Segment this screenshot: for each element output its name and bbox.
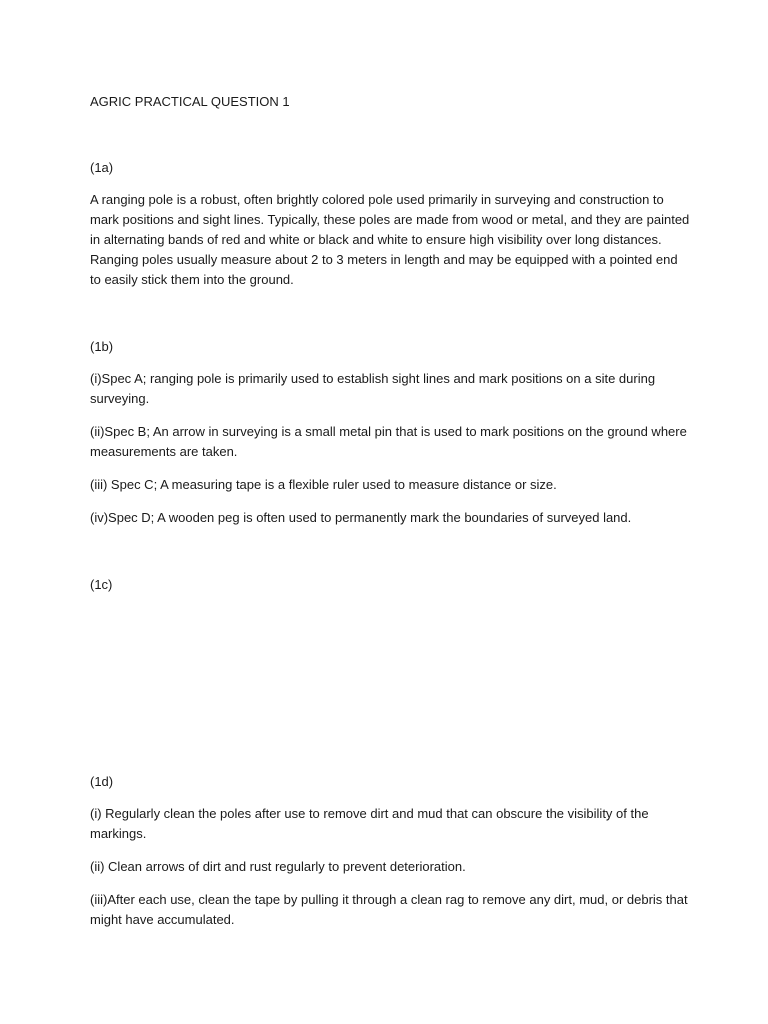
section-1b-item-iii: (iii) Spec C; A measuring tape is a flexible ruler used to measure distance or size. xyxy=(90,477,557,492)
section-1b-item-ii: (ii)Spec B; An arrow in surveying is a small metal pin that is used to mark positions on the ground where measurements are taken. xyxy=(90,424,687,459)
section-1c-heading: (1c) xyxy=(90,577,113,592)
section-1d-heading: (1d) xyxy=(90,774,114,789)
section-1d-item-i: (i) Regularly clean the poles after use to remove dirt and mud that can obscure the visibility of the markings. xyxy=(90,806,649,841)
section-1d-item-ii: (ii) Clean arrows of dirt and rust regularly to prevent deterioration. xyxy=(90,859,466,874)
section-1a-paragraph: A ranging pole is a robust, often brightly colored pole used primarily in surveying and construction to mark positions and sight lines. Typically, these poles are made from wood or metal, and they are painted in alternating bands of red and white or black and white to ensure high visibility over long distances. Ranging poles usually measure about 2 to 3 meters in length and may be equipped with a pointed end to easily stick them into the ground. xyxy=(90,192,690,287)
section-1b-item-i: (i)Spec A; ranging pole is primarily used to establish sight lines and mark positions on a site during surveying. xyxy=(90,371,656,406)
section-1b-heading: (1b) xyxy=(90,339,114,354)
section-1b-item-iv: (iv)Spec D; A wooden peg is often used to permanently mark the boundaries of surveyed land. xyxy=(90,510,632,525)
section-1d-item-iii: (iii)After each use, clean the tape by pulling it through a clean rag to remove any dirt, mud, or debris that might have accumulated. xyxy=(90,892,688,927)
document-title: AGRIC PRACTICAL QUESTION 1 xyxy=(90,94,290,109)
section-1a-heading: (1a) xyxy=(90,160,114,175)
